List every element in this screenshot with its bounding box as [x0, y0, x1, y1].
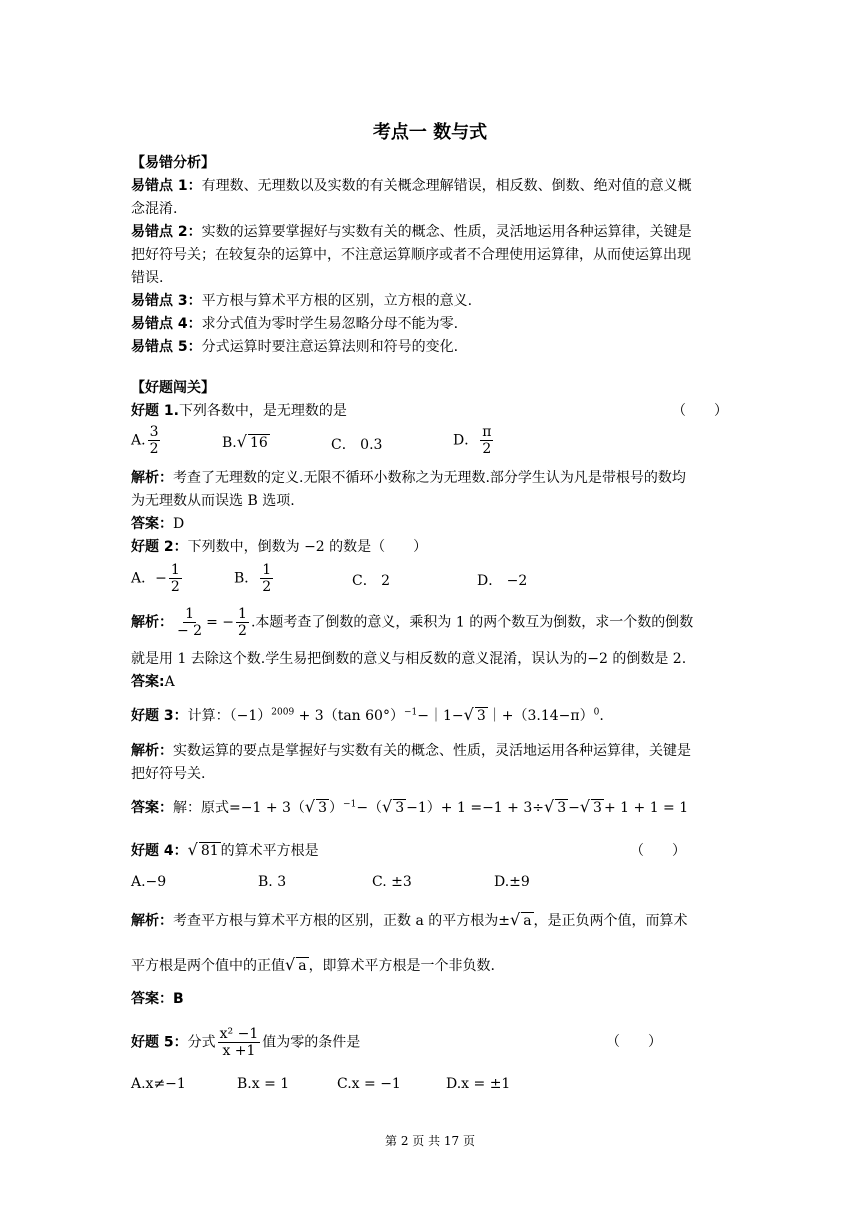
question-4-answer: 答案：B — [131, 991, 184, 1007]
question-1-answer: 答案：D — [131, 516, 185, 532]
error-item-2: 易错点 2：实数的运算要掌握好与实数有关的概念、性质，灵活地运用各种运算律，关键是 — [131, 224, 692, 240]
question-4-answer-blank: （ ） — [630, 843, 686, 859]
question-5-stem: 好题 5：分式 $\frac{\text{x² −1}}{x +1}$ 值为零的条件是 — [131, 1026, 361, 1059]
question-5-option-a: A.x≠−1 — [131, 1076, 186, 1092]
question-1-option-b: B.√ 16 — [222, 432, 268, 451]
question-2-option-b: B． $\frac{1}{2}$ — [234, 562, 272, 595]
question-3-stem: 好题 3：计算：$(-1)^{2009} + 3(\tan$ 60°）$^{-1}$−｜1−√ 3 $|+(3.14-\pi)^0$. — [131, 705, 604, 724]
question-2-analysis-cont: 就是用 1 去除这个数.学生易把倒数的意义与相反数的意义混淆，误认为的−2 的倒数是 2. — [131, 651, 687, 667]
question-2-stem: 好题 2：下列数中，倒数为 −2 的数是（ ） — [131, 539, 428, 555]
question-5-option-d: D.x = ±1 — [446, 1076, 511, 1092]
question-4-option-c: C. ±3 — [372, 874, 412, 890]
error-item-3: 易错点 3：平方根与算术平方根的区别，立方根的意义. — [131, 293, 473, 309]
question-1-option-c: C． 0.3 — [331, 437, 383, 453]
question-4-stem: 好题 4：√ 81 的算术平方根是 — [131, 840, 319, 859]
error-item-1-cont: 念混淆. — [131, 201, 178, 217]
question-1-stem: 好题 1.下列各数中，是无理数的是 — [131, 403, 347, 419]
question-4-analysis: 解析：考查平方根与算术平方根的区别，正数 a 的平方根为±√ a ，是正负两个值，而算术 — [131, 910, 688, 929]
error-item-5: 易错点 5：分式运算时要注意运算法则和符号的变化. — [131, 339, 459, 355]
question-5-answer-blank: （ ） — [606, 1034, 662, 1050]
question-1-analysis: 解析：考查了无理数的定义.无限不循环小数称之为无理数.部分学生认为凡是带根号的数均 — [131, 470, 686, 486]
question-1-answer-blank: （ ） — [672, 403, 728, 419]
question-3-answer: 答案：解：原式=−1 + 3（√ 3 ）$^{-1}$−（√ 3 −1）+ 1 =−1 + 3÷√ 3 −√ 3 + 1 + 1 = 1 — [131, 797, 689, 816]
question-2-analysis: 解析： $\frac{1}{- 2}$ = − $\frac{1}{2}$ .本题考查了倒数的意义，乘积为 1 的两个数互为倒数，求一个数的倒数 — [131, 606, 694, 639]
error-item-2-cont2: 错误. — [131, 270, 164, 286]
question-4-option-d: D.±9 — [494, 874, 530, 890]
question-3-analysis: 解析：实数运算的要点是掌握好与实数有关的概念、性质，灵活地运用各种运算律，关键是 — [131, 743, 691, 759]
question-1-option-d: D． $\frac{\pi}{2}$ — [453, 424, 492, 457]
question-2-option-d: D． −2 — [477, 573, 528, 589]
question-4-analysis-cont: 平方根是两个值中的正值√ a ，即算术平方根是一个非负数. — [131, 955, 496, 974]
question-1-option-a: A. $\frac{3}{2}$ — [131, 424, 159, 457]
question-4-option-a: A.−9 — [131, 874, 167, 890]
question-2-option-c: C． 2 — [352, 573, 391, 589]
question-5-option-c: C.x = −1 — [337, 1076, 401, 1092]
page-footer: 第 2 页 共 17 页 — [385, 1134, 475, 1148]
section-error-analysis: 【易错分析】 — [131, 155, 215, 171]
question-3-analysis-cont: 把好符号关. — [131, 766, 206, 782]
error-item-4: 易错点 4：求分式值为零时学生易忽略分母不能为零. — [131, 316, 459, 332]
question-2-answer: 答案:A — [131, 674, 175, 690]
question-2-option-a: A．− $\frac{1}{2}$ — [131, 562, 180, 595]
question-5-option-b: B.x = 1 — [237, 1076, 290, 1092]
question-4-option-b: B. 3 — [258, 874, 287, 890]
page-title: 考点一 数与式 — [372, 122, 488, 143]
error-item-1: 易错点 1：有理数、无理数以及实数的有关概念理解错误，相反数、倒数、绝对值的意义概 — [131, 178, 692, 194]
error-item-2-cont: 把好符号关；在较复杂的运算中，不注意运算顺序或者不合理使用运算律，从而使运算出现 — [131, 247, 691, 263]
question-1-analysis-cont: 为无理数从而误选 B 选项. — [131, 493, 295, 509]
section-good-questions: 【好题闯关】 — [131, 380, 215, 396]
